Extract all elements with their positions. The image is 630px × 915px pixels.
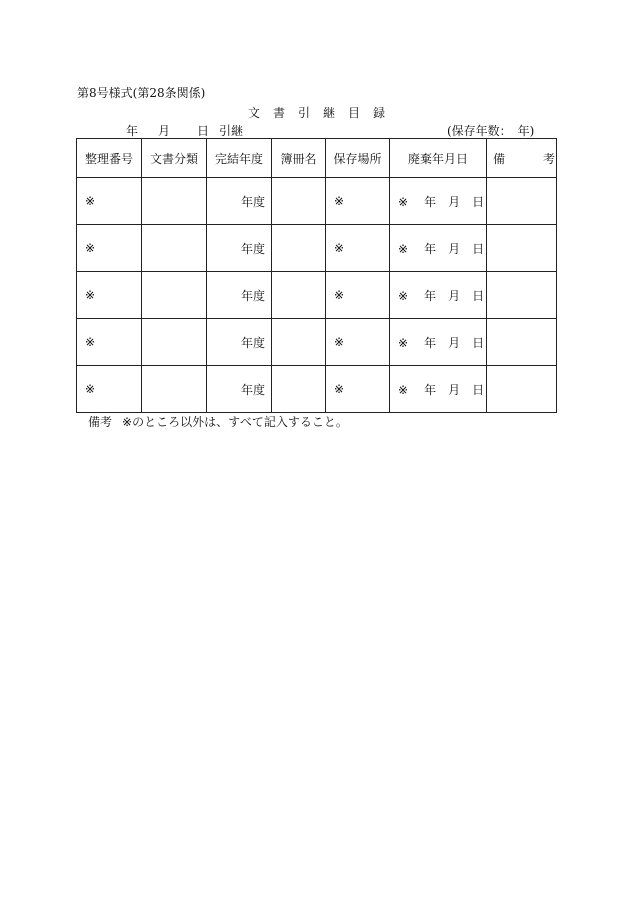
cell-register-name (272, 272, 326, 319)
date-day-label: 日 (197, 124, 210, 138)
header-remarks-1: 備 (493, 151, 506, 166)
cell-document-class (142, 272, 207, 319)
table-row (77, 178, 557, 225)
disposal-month: 月 (448, 288, 461, 303)
cell-remarks (487, 366, 557, 413)
handover-register-table (76, 138, 557, 413)
table-row (77, 272, 557, 319)
disposal-mark: ※ (398, 288, 409, 303)
handover-label: 引継 (219, 124, 244, 138)
cell-document-class (142, 366, 207, 413)
disposal-day: 日 (472, 288, 485, 303)
table-row (77, 366, 557, 413)
cell-storage-location: ※ (326, 225, 390, 272)
cell-storage-location: ※ (326, 366, 390, 413)
remarks-note (88, 413, 348, 430)
cell-remarks (487, 272, 557, 319)
cell-remarks (487, 178, 557, 225)
header-completion-year: 完結年度 (207, 139, 272, 178)
cell-completion-year: 年度 (207, 366, 272, 413)
cell-control-number: ※ (77, 225, 142, 272)
cell-control-number: ※ (77, 178, 142, 225)
cell-document-class (142, 178, 207, 225)
header-storage-location: 保存場所 (326, 139, 390, 178)
cell-control-number: ※ (77, 366, 142, 413)
disposal-mark: ※ (398, 382, 409, 397)
cell-disposal-date (390, 178, 487, 225)
cell-register-name (272, 319, 326, 366)
disposal-mark: ※ (398, 241, 409, 256)
disposal-day: 日 (472, 335, 485, 350)
disposal-day: 日 (472, 241, 485, 256)
disposal-year: 年 (424, 335, 437, 350)
cell-disposal-date (390, 319, 487, 366)
cell-storage-location: ※ (326, 319, 390, 366)
cell-register-name (272, 178, 326, 225)
cell-disposal-date (390, 272, 487, 319)
cell-storage-location: ※ (326, 272, 390, 319)
header-document-class: 文書分類 (142, 139, 207, 178)
date-month-label: 月 (158, 124, 171, 138)
cell-disposal-date (390, 366, 487, 413)
cell-completion-year: 年度 (207, 178, 272, 225)
disposal-mark: ※ (398, 194, 409, 209)
cell-remarks (487, 319, 557, 366)
cell-completion-year: 年度 (207, 272, 272, 319)
header-control-number: 整理番号 (77, 139, 142, 178)
table-header-row (77, 139, 557, 178)
form-number: 第8号様式(第28条関係) (77, 86, 206, 100)
disposal-month: 月 (448, 194, 461, 209)
cell-remarks (487, 225, 557, 272)
cell-completion-year: 年度 (207, 319, 272, 366)
note-text: ※のところ以外は、すべて記入すること。 (122, 415, 348, 429)
header-disposal-date: 廃棄年月日 (390, 139, 487, 178)
table-row (77, 319, 557, 366)
disposal-year: 年 (424, 241, 437, 256)
cell-control-number: ※ (77, 272, 142, 319)
table-row (77, 225, 557, 272)
document-title: 文書引継目録 (248, 106, 399, 120)
cell-register-name (272, 366, 326, 413)
header-remarks (487, 139, 557, 178)
cell-register-name (272, 225, 326, 272)
header-remarks-2: 考 (543, 151, 556, 166)
disposal-mark: ※ (398, 335, 409, 350)
header-register-name: 簿冊名 (272, 139, 326, 178)
retention-period-label: (保存年数： 年) (447, 124, 535, 138)
disposal-year: 年 (424, 194, 437, 209)
disposal-month: 月 (448, 335, 461, 350)
disposal-year: 年 (424, 382, 437, 397)
disposal-month: 月 (448, 382, 461, 397)
disposal-day: 日 (472, 382, 485, 397)
disposal-year: 年 (424, 288, 437, 303)
disposal-month: 月 (448, 241, 461, 256)
cell-document-class (142, 225, 207, 272)
cell-disposal-date (390, 225, 487, 272)
note-label: 備考 (88, 415, 113, 429)
date-year-label: 年 (126, 124, 139, 138)
cell-completion-year: 年度 (207, 225, 272, 272)
cell-storage-location: ※ (326, 178, 390, 225)
disposal-day: 日 (472, 194, 485, 209)
cell-control-number: ※ (77, 319, 142, 366)
cell-document-class (142, 319, 207, 366)
